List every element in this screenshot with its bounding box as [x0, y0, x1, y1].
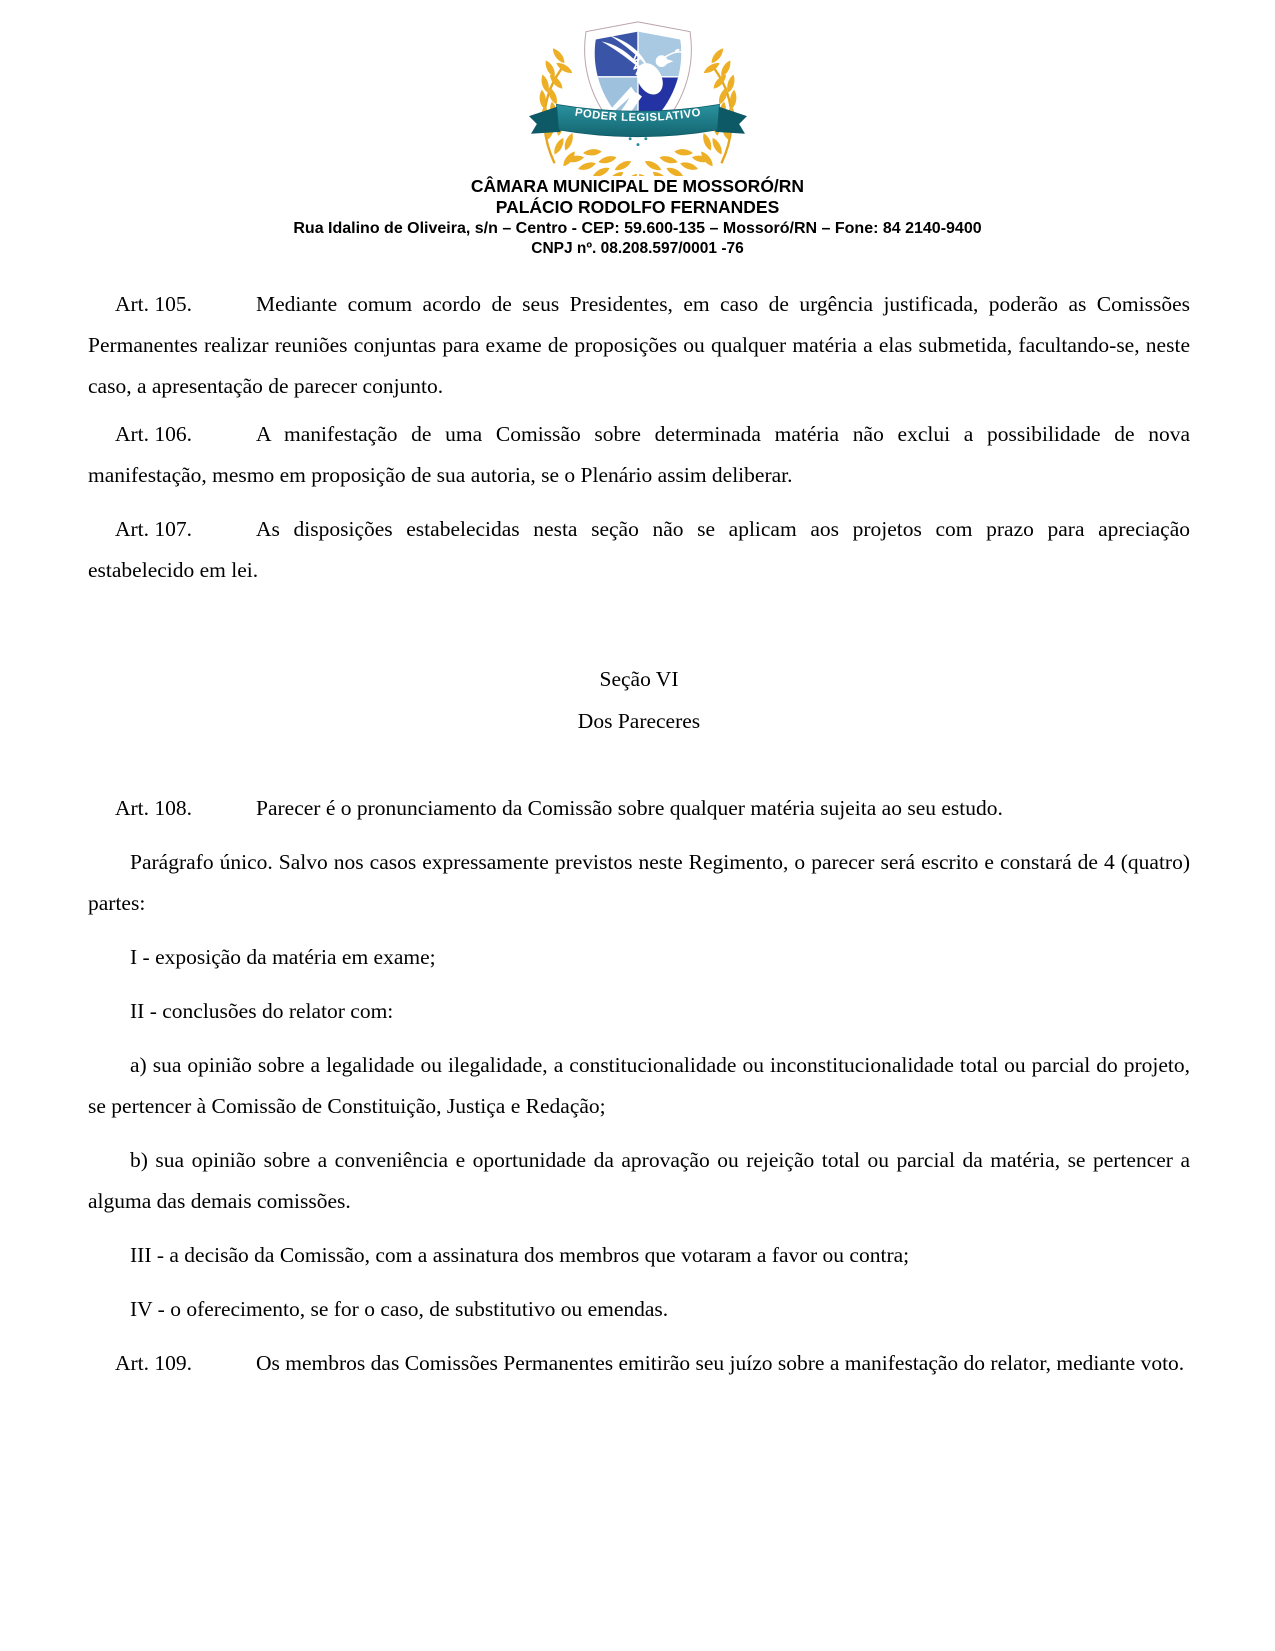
laurel-bottom — [565, 148, 711, 176]
article-109-label: Art. 109. — [115, 1351, 193, 1375]
cnpj-line: CNPJ nº. 08.208.597/0001 -76 — [531, 240, 744, 257]
article-107-text: As disposições estabelecidas nesta seção não se aplicam aos projetos com prazo para apreciação estabelecido em lei. — [88, 517, 1190, 582]
item-a: a) sua opinião sobre a legalidade ou ilegalidade, a constitucionalidade ou inconstitucionalidade total ou parcial do projeto, se pertencer à Comissão de Constituição, Justiça e Redação; — [88, 1053, 1190, 1118]
palace-name: PALÁCIO RODOLFO FERNANDES — [495, 197, 780, 217]
article-106-label: Art. 106. — [115, 422, 193, 446]
item-b: b) sua opinião sobre a conveniência e oportunidade da aprovação ou rejeição total ou parcial da matéria, se pertencer a alguma das demais comissões. — [88, 1148, 1190, 1213]
coat-of-arms-icon — [512, 14, 764, 176]
article-108-text: Parecer é o pronunciamento da Comissão sobre qualquer matéria sujeita ao seu estudo. — [256, 796, 1003, 820]
section-title: Seção VI — [599, 667, 679, 691]
camara-mossoro-coat-of-arms — [512, 14, 764, 176]
document-header — [0, 0, 1275, 259]
article-105 — [88, 284, 1190, 407]
item-iv: IV - o oferecimento, se for o caso, de substitutivo ou emendas. — [130, 1297, 669, 1321]
article-107 — [88, 509, 1190, 591]
article-109-text: Os membros das Comissões Permanentes emitirão seu juízo sobre a manifestação do relator, mediante voto. — [256, 1351, 1185, 1375]
item-i: I - exposição da matéria em exame; — [130, 945, 436, 969]
article-107-label: Art. 107. — [115, 517, 193, 541]
article-108 — [88, 788, 1190, 829]
article-109 — [88, 1343, 1190, 1384]
org-name: CÂMARA MUNICIPAL DE MOSSORÓ/RN — [470, 176, 805, 196]
address-line: Rua Idalino de Oliveira, s/n – Centro - CEP: 59.600-135 – Mossoró/RN – Fone: 84 2140-9400 — [293, 220, 982, 237]
article-108-label: Art. 108. — [115, 796, 193, 820]
banner-text: PODER LEGISLATIVO — [573, 106, 702, 125]
item-iii: III - a decisão da Comissão, com a assinatura dos membros que votaram a favor ou contra; — [130, 1243, 910, 1267]
article-106-text: A manifestação de uma Comissão sobre determinada matéria não exclui a possibilidade de nova manifestação, mesmo em proposição de sua autoria, se o Plenário assim deliberar. — [88, 422, 1190, 487]
article-105-text: Mediante comum acordo de seus Presidentes, em caso de urgência justificada, poderão as Comissões Permanentes realizar reuniões conjuntas para exame de proposições ou qualquer matéria a elas submetida, facultando-se, neste caso, a apresentação de parecer conjunto. — [88, 292, 1190, 398]
document-body — [0, 259, 1275, 1384]
article-105-label: Art. 105. — [115, 292, 193, 316]
paragrafo-unico: Parágrafo único. Salvo nos casos expressamente previstos neste Regimento, o parecer será escrito e constará de 4 (quatro) partes: — [88, 850, 1190, 915]
section-subtitle: Dos Pareceres — [577, 709, 701, 733]
article-106 — [88, 414, 1190, 496]
item-ii: II - conclusões do relator com: — [130, 999, 394, 1023]
